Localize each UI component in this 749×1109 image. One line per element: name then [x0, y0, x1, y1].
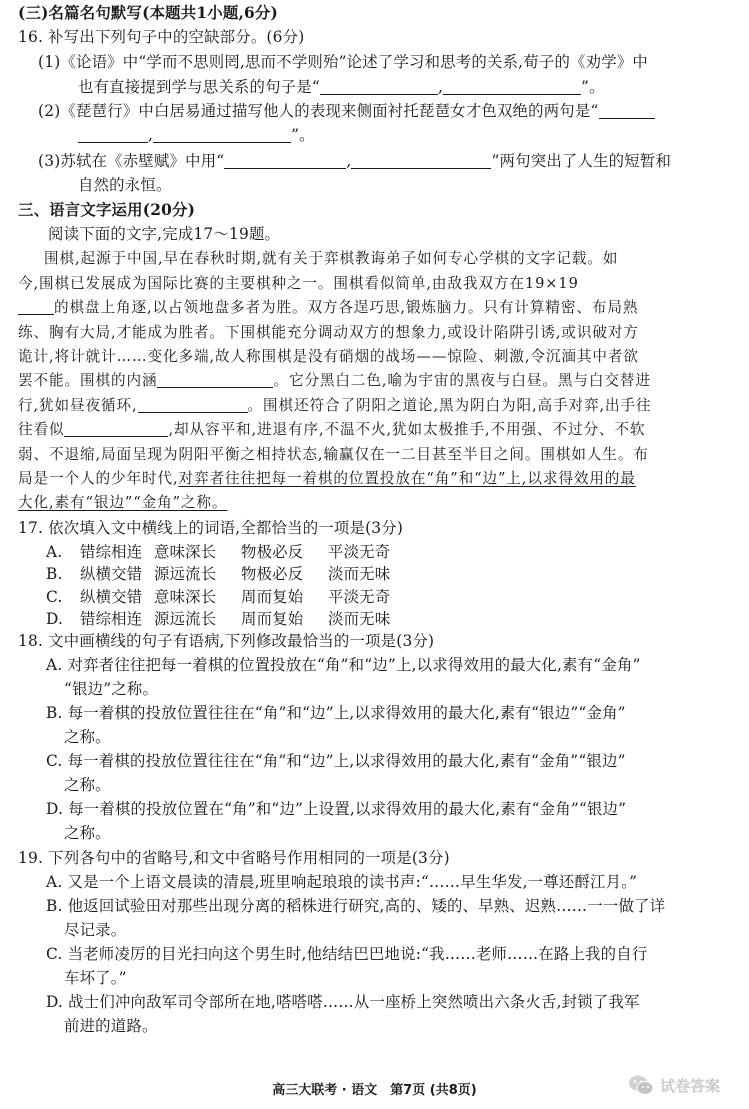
- q16-part1-line2: [78, 76, 605, 98]
- answer-blank[interactable]: [64, 420, 168, 437]
- wechat-icon: [628, 1074, 654, 1096]
- q16-stem: 16. 补写出下列句子中的空缺部分。(6分): [18, 28, 305, 46]
- watermark-text: 试卷答案: [660, 1076, 721, 1095]
- passage-text: 局是一个人的少年时代,: [18, 470, 179, 487]
- q16-part1-text: 也有直接提到学与思关系的句子是“: [78, 78, 320, 96]
- answer-blank[interactable]: [153, 126, 291, 143]
- option-word: 平淡无奇: [328, 588, 391, 606]
- q16-part3-line2: 自然的永恒。: [78, 176, 172, 194]
- q19-option-c[interactable]: C. 当老师凌厉的目光扫向这个男生时,他结结巴巴地说:“我……老师……在路上我的自行: [46, 945, 648, 963]
- passage-line-11: [18, 492, 227, 514]
- passage-text: 行,犹如昼夜循环,: [18, 397, 138, 414]
- answer-blank[interactable]: [224, 152, 346, 169]
- q19-stem: 19. 下列各句中的省略号,和文中省略号作用相同的一项是(3分): [18, 849, 450, 867]
- passage-line-7: [18, 395, 652, 417]
- comma: ,: [148, 126, 154, 144]
- comma: ,: [346, 152, 352, 170]
- option-word: 周而复始: [241, 588, 304, 606]
- answer-blank[interactable]: [351, 152, 491, 169]
- answer-blank[interactable]: [443, 78, 581, 95]
- q16-part3-text-a: (3)苏轼在《赤壁赋》中用“: [38, 152, 225, 170]
- q18-option-d[interactable]: D. 每一着棋的投放位置在“角”和“边”上设置,以求得效用的最大化,素有“金角”“银边”: [46, 800, 627, 818]
- answer-blank[interactable]: [157, 371, 273, 388]
- option-word: 错综相连: [80, 610, 143, 628]
- answer-blank[interactable]: [599, 102, 655, 119]
- q16-part1-line1: (1)《论语》中“学而不思则罔,思而不学则殆”论述了学习和思考的关系,荀子的《劝学》中: [38, 53, 648, 71]
- passage-line-3: [18, 297, 638, 319]
- answer-blank[interactable]: [320, 78, 438, 95]
- passage-text: 。围棋还符合了阴阳之道论,黑为阴白为阳,高手对弈,出手往: [247, 397, 652, 414]
- option-word: 淡而无味: [328, 565, 391, 583]
- option-word: 纵横交错: [80, 588, 143, 606]
- q16-part2-line2: [78, 124, 315, 146]
- q18-option-d-cont: 之称。: [64, 824, 111, 842]
- q16-part2-line1: [38, 100, 655, 122]
- option-word: 物极必反: [241, 543, 304, 561]
- q18-option-c-cont: 之称。: [64, 776, 111, 794]
- option-label: B.: [46, 565, 63, 583]
- close-quote: ”。: [581, 78, 605, 96]
- reading-intro: 阅读下面的文字,完成17～19题。: [48, 225, 281, 243]
- q16-part3-text-b: ”两句突出了人生的短暂和: [491, 152, 672, 170]
- answer-blank[interactable]: [78, 126, 148, 143]
- passage-line-10: [18, 468, 636, 490]
- q19-option-a[interactable]: A. 又是一个上语文晨读的清晨,班里响起琅琅的读书声:“……早生华发,一尊还酹江月。”: [46, 873, 638, 891]
- passage-line-4: 练、胸有大局,才能成为胜者。下围棋能充分调动双方的想象力,或设计陷阱引诱,或识破对方: [18, 324, 639, 341]
- passage-text: 的棋盘上角逐,以占领地盘多者为胜。双方各逞巧思,锻炼脑力。只有计算精密、布局熟: [54, 299, 639, 316]
- passage-line-6: [18, 370, 651, 392]
- q16-part3-line1: [38, 150, 671, 172]
- watermark: [628, 1068, 740, 1102]
- q18-option-b[interactable]: B. 每一着棋的投放位置往往在“角”和“边”上,以求得效用的最大化,素有“银边”“金角”: [46, 704, 626, 722]
- passage-line-9: 弱、不退缩,局面呈现为阴阳平衡之相持状态,输赢仅在一二目甚至半目之间。围棋如人生。布: [18, 446, 649, 463]
- option-label: A.: [46, 543, 63, 561]
- underlined-sentence: 对弈者往往把每一着棋的位置投放在“角”和“边”上,以求得效用的最: [178, 470, 636, 487]
- option-word: 意味深长: [154, 543, 217, 561]
- answer-blank[interactable]: [18, 298, 54, 315]
- option-word: 平淡无奇: [328, 543, 391, 561]
- option-label: D.: [46, 610, 64, 628]
- passage-line-1: 围棋,起源于中国,早在春秋时期,就有关于弈棋教诲弟子如何专心学棋的文字记载。如: [44, 250, 619, 267]
- option-word: 意味深长: [154, 588, 217, 606]
- section-3-header: (三)名篇名句默写(本题共1小题,6分): [18, 4, 278, 22]
- passage-text: ,却从容平和,进退有序,不温不火,犹如太极推手,不用强、不过分、不软: [168, 421, 646, 438]
- close-quote: ”。: [291, 126, 315, 144]
- passage-text: 往看似: [18, 421, 65, 438]
- q17-stem: 17. 依次填入文中横线上的词语,全都恰当的一项是(3分): [18, 519, 404, 537]
- option-word: 纵横交错: [80, 565, 143, 583]
- option-word: 错综相连: [80, 543, 143, 561]
- q19-option-d[interactable]: D. 战士们冲向敌军司令部所在地,嗒嗒嗒……从一座桥上突然喷出六条火舌,封锁了我军: [46, 993, 640, 1011]
- q19-option-b-cont: 尽记录。: [64, 921, 127, 939]
- answer-blank[interactable]: [138, 396, 248, 413]
- q19-option-d-cont: 前进的道路。: [64, 1017, 158, 1035]
- q19-option-b[interactable]: B. 他返回试验田对那些出现分离的稻株进行研究,高的、矮的、早熟、迟熟……一一做了详: [46, 897, 666, 915]
- passage-text: 。它分黑白二色,喻为宇宙的黑夜与白昼。黑与白交替进: [273, 372, 651, 389]
- passage-line-2: 今,围棋已发展成为国际比赛的主要棋种之一。围棋看似简单,由敌我双方在19×19: [18, 275, 579, 292]
- q18-option-a-cont: “银边”之称。: [64, 680, 159, 698]
- q18-option-b-cont: 之称。: [64, 728, 111, 746]
- q18-stem: 18. 文中画横线的句子有语病,下列修改最恰当的一项是(3分): [18, 632, 435, 650]
- passage-text: 罢不能。围棋的内涵: [18, 372, 158, 389]
- option-word: 淡而无味: [328, 610, 391, 628]
- option-word: 周而复始: [241, 610, 304, 628]
- q18-option-c[interactable]: C. 每一着棋的投放位置往往在“角”和“边”上,以求得效用的最大化,素有“金角”“银边”: [46, 752, 626, 770]
- option-label: C.: [46, 588, 63, 606]
- underlined-sentence: 大化,素有“银边”“金角”之称。: [18, 494, 228, 511]
- passage-line-5: 诡计,将计就计……变化多端,故人称围棋是没有硝烟的战场——惊险、刺激,令沉湎其中者欲: [18, 348, 639, 365]
- comma: ,: [437, 78, 444, 96]
- option-word: 物极必反: [241, 565, 304, 583]
- option-word: 源远流长: [154, 610, 217, 628]
- option-word: 源远流长: [154, 565, 217, 583]
- passage-line-8: [18, 419, 646, 441]
- section-language-header: 三、语言文字运用(20分): [18, 201, 196, 219]
- q18-option-a[interactable]: A. 对弈者往往把每一着棋的位置投放在“角”和“边”上,以求得效用的最大化,素有“金角”: [46, 656, 641, 674]
- q16-part2-text: (2)《琵琶行》中白居易通过描写他人的表现来侧面衬托琵琶女才色双绝的两句是“: [38, 102, 599, 120]
- page-footer: 高三大联考 · 语文 第7页 (共8页): [272, 1083, 477, 1098]
- q19-option-c-cont: 车坏了。”: [64, 969, 127, 987]
